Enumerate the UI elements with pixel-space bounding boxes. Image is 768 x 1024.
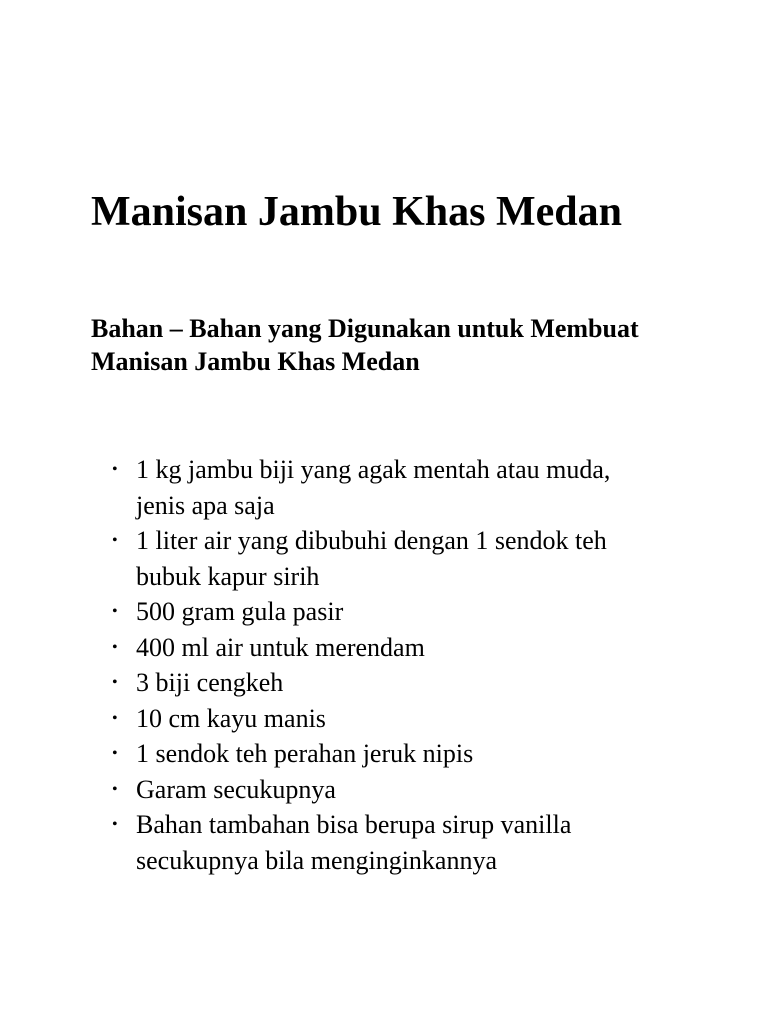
ingredient-text: 400 ml air untuk merendam: [136, 632, 425, 662]
list-item: [0, 594, 656, 630]
ingredient-text: 1 liter air yang dibubuhi dengan 1 sendok teh bubuk kapur sirih: [136, 526, 607, 591]
list-item: [0, 772, 656, 808]
bullet-icon: •: [112, 461, 118, 478]
bullet-icon: •: [112, 638, 118, 656]
ingredients-list: [0, 452, 768, 878]
list-item: [0, 807, 656, 878]
bullet-icon: •: [112, 745, 118, 762]
list-item: [0, 701, 656, 737]
list-item: [0, 665, 656, 701]
ingredient-text: Bahan tambahan bisa berupa sirup vanilla secukupnya bila menginginkannya: [136, 810, 572, 875]
bullet-icon: •: [112, 532, 118, 549]
bullet-icon: •: [112, 780, 118, 798]
list-item: [0, 736, 656, 772]
bullet-icon: •: [112, 603, 118, 620]
ingredient-text: 500 gram gula pasir: [136, 597, 344, 626]
list-item: [0, 452, 656, 523]
bullet-icon: •: [112, 816, 118, 833]
ingredient-text: 3 biji cengkeh: [136, 668, 284, 697]
list-item: [0, 630, 656, 666]
bullet-icon: •: [112, 709, 118, 727]
bullet-icon: •: [112, 674, 118, 691]
ingredient-text: 1 sendok teh perahan jeruk nipis: [136, 739, 474, 768]
ingredients-heading: Bahan – Bahan yang Digunakan untuk Membuat Manisan Jambu Khas Medan: [91, 314, 639, 376]
list-item: [0, 523, 656, 594]
ingredient-text: 10 cm kayu manis: [136, 703, 326, 733]
ingredient-text: Garam secukupnya: [136, 774, 336, 804]
ingredient-text: 1 kg jambu biji yang agak mentah atau muda, jenis apa saja: [136, 455, 611, 520]
document-title: Manisan Jambu Khas Medan: [91, 189, 622, 235]
